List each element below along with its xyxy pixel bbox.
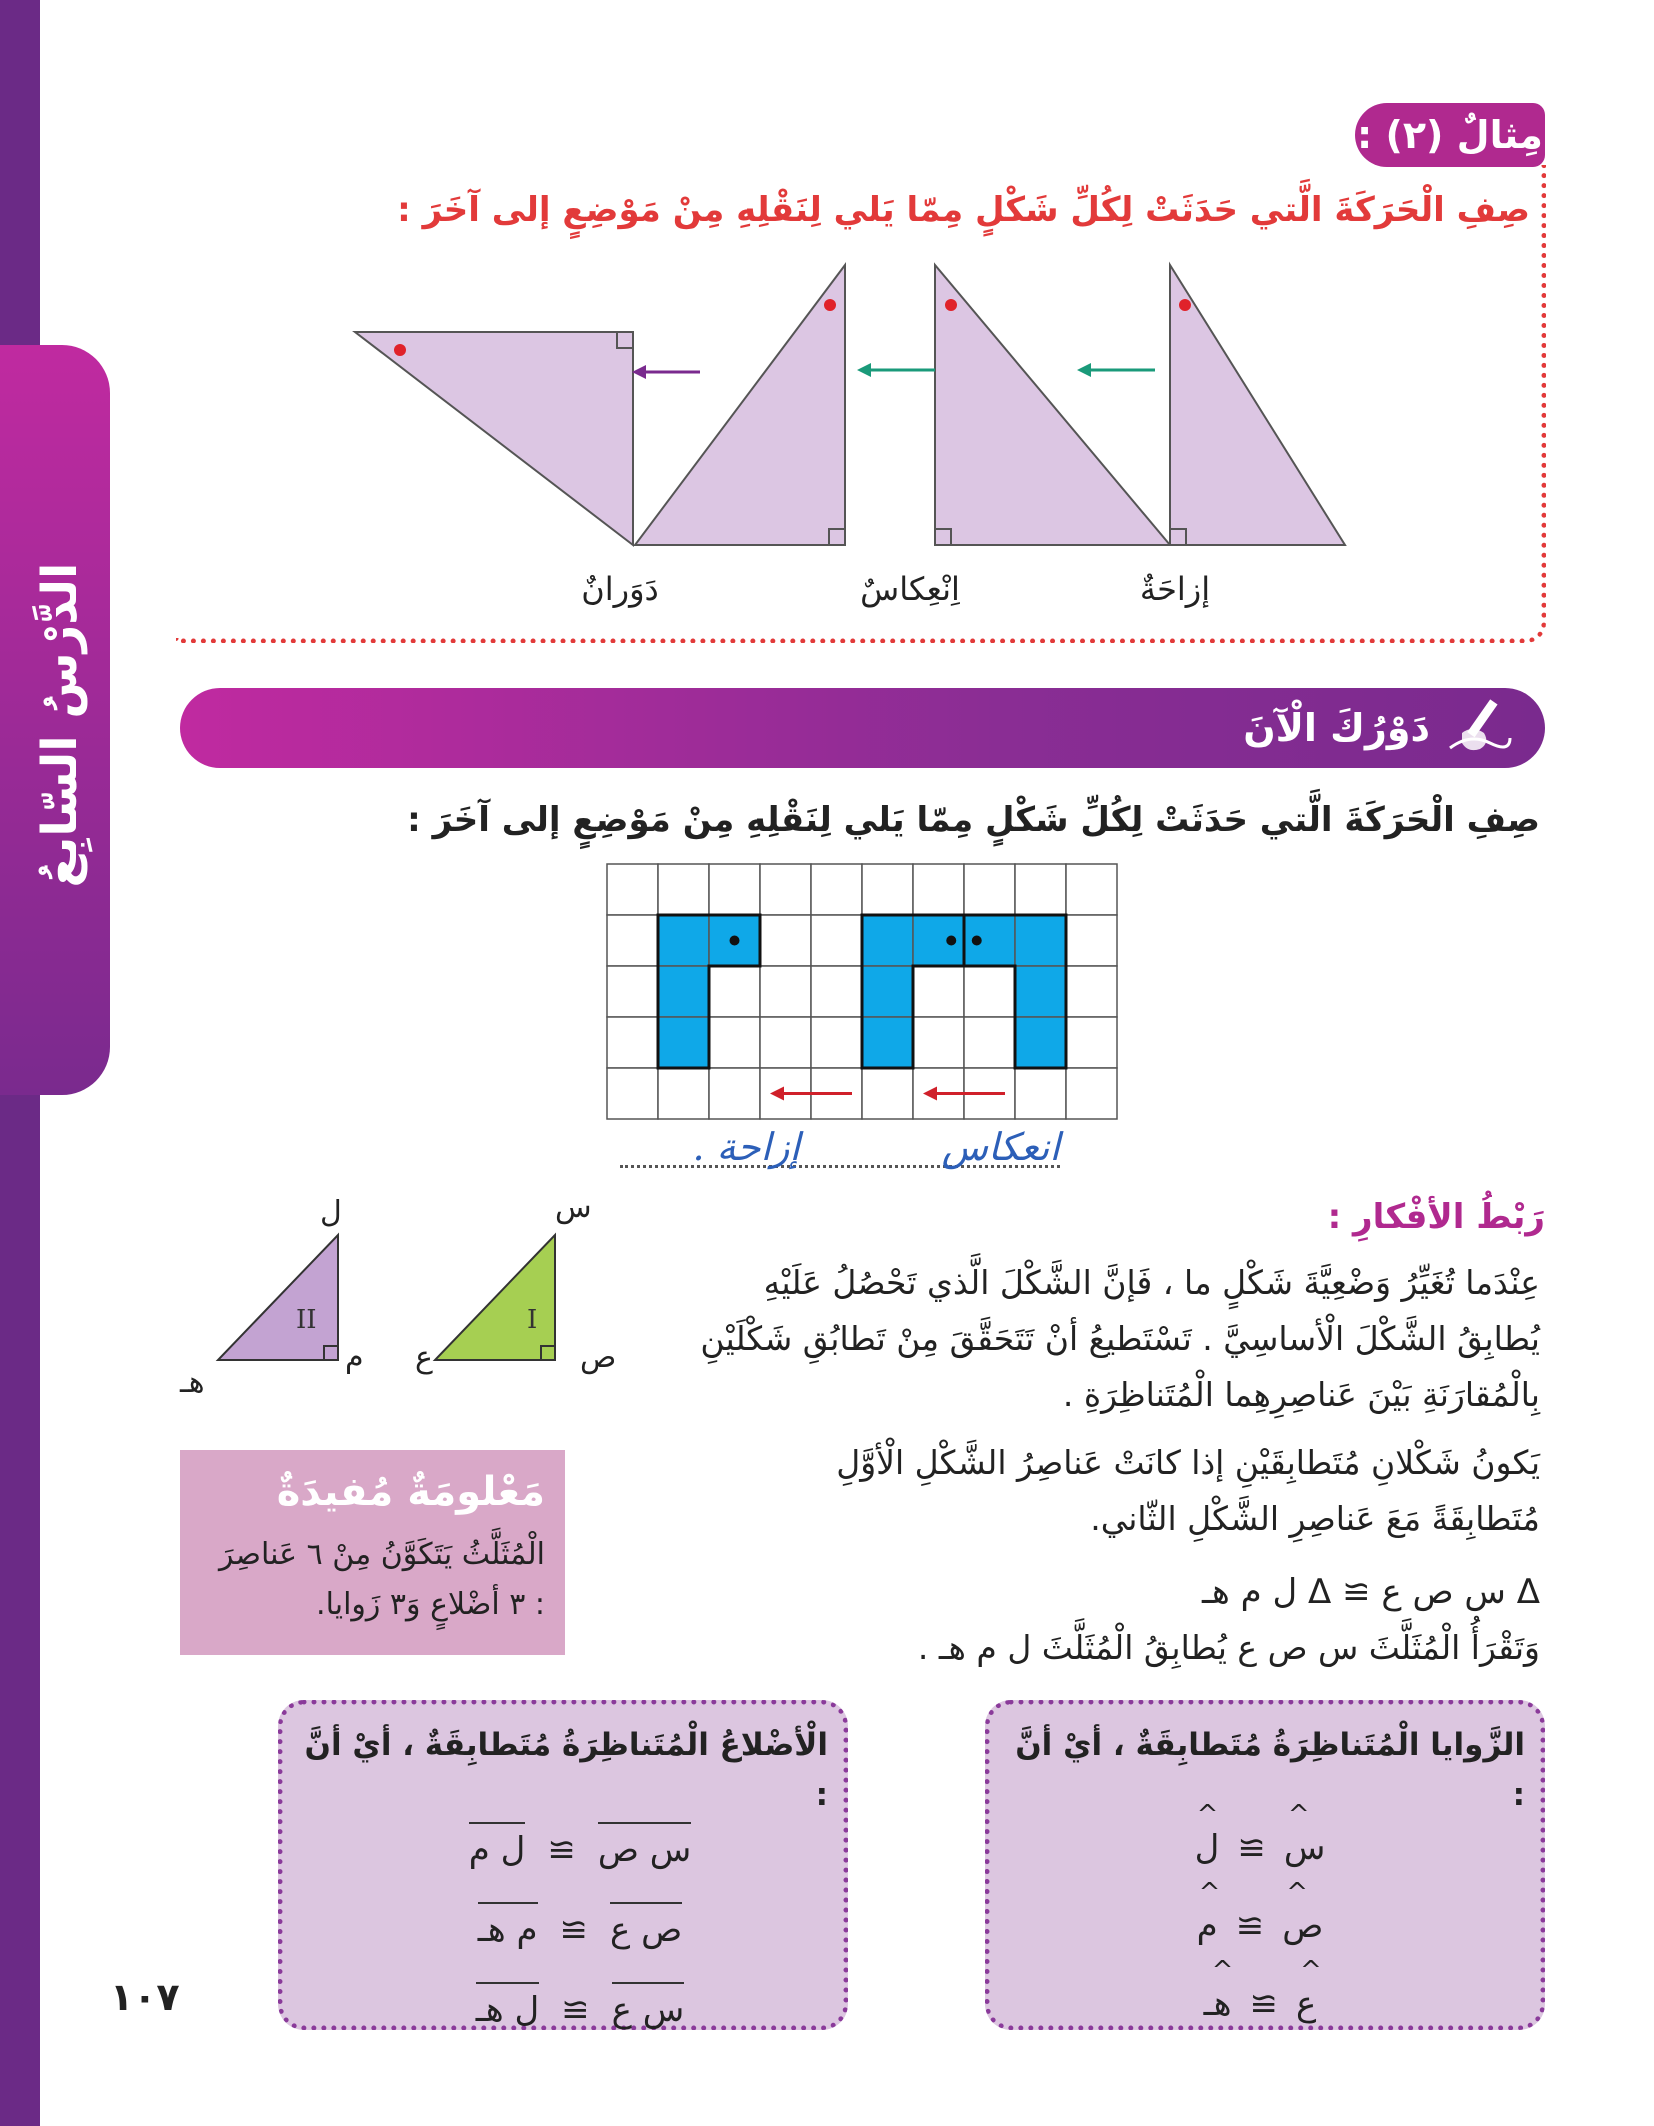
angle-left-3: ^ ع [1296,1956,1322,2024]
side-right-3: ل هـ [476,1982,539,2030]
side-right-1: ل م [469,1822,526,1870]
grid-cell [709,1068,760,1119]
grid-cell [811,864,862,915]
grid-cell [607,1068,658,1119]
grid-cell [862,864,913,915]
grid-cell [964,864,1015,915]
grid-dot [730,936,740,946]
red-dot [394,344,406,356]
angle-left-1: ^ س [1283,1800,1326,1868]
vertex-s: س [555,1190,592,1225]
side-left-1: س ص [598,1822,691,1870]
congruent-symbol: ≅ [547,1830,576,1870]
angle-right-3: ^ هـ [1203,1956,1234,2024]
your-turn-title: دَوْرُكَ الْآنَ [1243,706,1430,750]
connect-ideas-paragraph-1: عِنْدَما تُغَيِّرُ وَضْعِيَّةَ شَكْلٍ ما ، فَإنَّ الشَّكْلَ الَّذي تَحْصُلُ عَلَيْهِ يُطابِقُ الشَّكْلَ الْأساسِيَّ . تَسْتَطيعُ أنْ تَتَحَقَّقَ مِنْ تَطابُقِ شَكْلَيْنِ بِالْمُقارَنَةِ بَيْنَ عَناصِرِهِما الْمُتَناظِرَةِ . [700,1263,1540,1414]
grid-cell [607,966,658,1017]
grid-cell [811,966,862,1017]
grid-cell [607,915,658,966]
example-question: صِفِ الْحَرَكَةَ الَّتي حَدَثَتْ لِكُلِّ شَكْلٍ مِمّا يَلي لِنَقْلِهِ مِنْ مَوْضِعٍ إلى آخَرَ : [397,190,1530,230]
lesson-side-tab-label: الدَّرْسُ السّابِعُ [32,562,88,888]
label-reflection: اِنْعِكاسٌ [860,570,960,608]
grid-cell [607,1017,658,1068]
congruent-symbol: ≅ [559,1910,589,1950]
grid-cell [658,1068,709,1119]
congruence-formula-reading: وَتَقْرَأُ الْمُثَلَّثَ س ص ع يُطابِقُ الْمُثَلَّثَ ل م هـ . [917,1628,1540,1667]
grid-cell [709,1017,760,1068]
red-dot [1179,299,1191,311]
grid-cell-filled [862,915,913,966]
congruent-triangles [190,1200,630,1400]
grid-cell [1066,1017,1117,1068]
grid-dot [946,936,956,946]
side-left-2: ص ع [610,1902,682,1950]
grid-cell [658,864,709,915]
angle-right-2: ^ م [1196,1878,1221,1946]
grid-cell [964,1017,1015,1068]
hand-writing-icon [1440,693,1520,763]
congruent-symbol: ≅ [1249,1984,1279,2024]
sides-equations [440,1790,720,2030]
side-left-3: س ع [612,1982,685,2030]
grid-cell [709,864,760,915]
connect-ideas-paragraph-2: يَكونُ شَكْلانِ مُتَطابِقَيْنِ إذا كانَتْ عَناصِرُ الشَّكْلِ الْأوَّلِ مُتَطابِقَةً مَعَ عَناصِرِ الشَّكْلِ الثّاني. [836,1443,1540,1538]
grid-cell [760,915,811,966]
congruence-formula: Δ س ص ع ≅ Δ ل م هـ [1201,1572,1540,1612]
handwritten-answer-reflection: انعكاس [941,1125,1060,1169]
label-rotation: دَوَرانٌ [581,570,659,608]
label-translation: إزاحَةٌ [1139,570,1211,608]
grid-cell [1066,1068,1117,1119]
triangle-lmh [218,1235,338,1360]
angle-left-2: ^ ص [1282,1878,1324,1946]
angle-right-1: ^ ل [1194,1800,1220,1868]
useful-info-text: الْمُثَلَّثُ يَتَكَوَّنُ مِنْ ٦ عَناصِرَ : ٣ أضْلاعٍ وَ٣ زَوايا. [218,1537,545,1622]
corresponding-angles-title: الزَّوايا الْمُتَناظِرَةُ مُتَطابِقَةٌ ، أيْ أنَّ : [1015,1727,1525,1813]
vertex-l: ل [320,1195,342,1230]
page-number: ١٠٧ [110,1975,180,2019]
grid-cell [1066,966,1117,1017]
your-turn-question: صِفِ الْحَرَكَةَ الَّتي حَدَثَتْ لِكُلِّ شَكْلٍ مِمّا يَلي لِنَقْلِهِ مِنْ مَوْضِعٍ إلى آخَرَ : [407,800,1540,840]
mark-ii: II [296,1305,317,1335]
grid-cell-filled [913,915,964,966]
red-dot [945,299,957,311]
grid-cell [1015,1068,1066,1119]
angles-equations [1160,1790,1360,2024]
grid-cell [760,1017,811,1068]
example-label: مِثالٌ (٢) : [1355,103,1545,167]
grid-cell-filled [862,966,913,1017]
grid-cell [760,966,811,1017]
grid-cell [913,864,964,915]
grid-cell-filled [1015,966,1066,1017]
grid-cell [607,864,658,915]
vertex-ain: ع [415,1340,433,1375]
grid-cell [1066,915,1117,966]
grid-cell-filled [658,915,709,966]
vertex-h: هـ [180,1365,205,1400]
handwritten-answer-translation: إزاحة . [692,1125,800,1169]
connect-ideas-title: رَبْطُ الأفْكارِ : [1327,1197,1545,1237]
shape-grid [605,862,1120,1127]
grid-cell [1066,864,1117,915]
side-right-2: م هـ [478,1902,538,1950]
congruent-symbol: ≅ [1237,1828,1266,1868]
grid-cell [862,1068,913,1119]
grid-cell-filled [964,915,1015,966]
grid-cell-filled [658,1017,709,1068]
grid-cell-filled [862,1017,913,1068]
congruent-symbol: ≅ [1235,1906,1265,1946]
grid-cell [1015,864,1066,915]
grid-cell-filled [1015,1017,1066,1068]
corresponding-sides-title: الْأضْلاعُ الْمُتَناظِرَةُ مُتَطابِقَةٌ ، أيْ أنَّ : [304,1727,828,1813]
motion-diagram [340,250,1350,610]
red-dot [824,299,836,311]
triangle-sse [435,1235,555,1360]
grid-dot [972,936,982,946]
grid-cell-filled [1015,915,1066,966]
grid-cell [811,1017,862,1068]
grid-cell-filled [658,966,709,1017]
vertex-m: م [345,1340,364,1375]
congruent-symbol: ≅ [561,1990,590,2030]
grid-cell [709,966,760,1017]
grid-cell [760,864,811,915]
vertex-sad: ص [580,1340,617,1375]
grid-cell [811,915,862,966]
mark-i: I [527,1305,538,1335]
grid-cell [913,966,964,1017]
useful-info-title: مَعْلومَةٌ مُفيدَةٌ [276,1469,545,1515]
grid-cell [964,966,1015,1017]
grid-cell [913,1017,964,1068]
